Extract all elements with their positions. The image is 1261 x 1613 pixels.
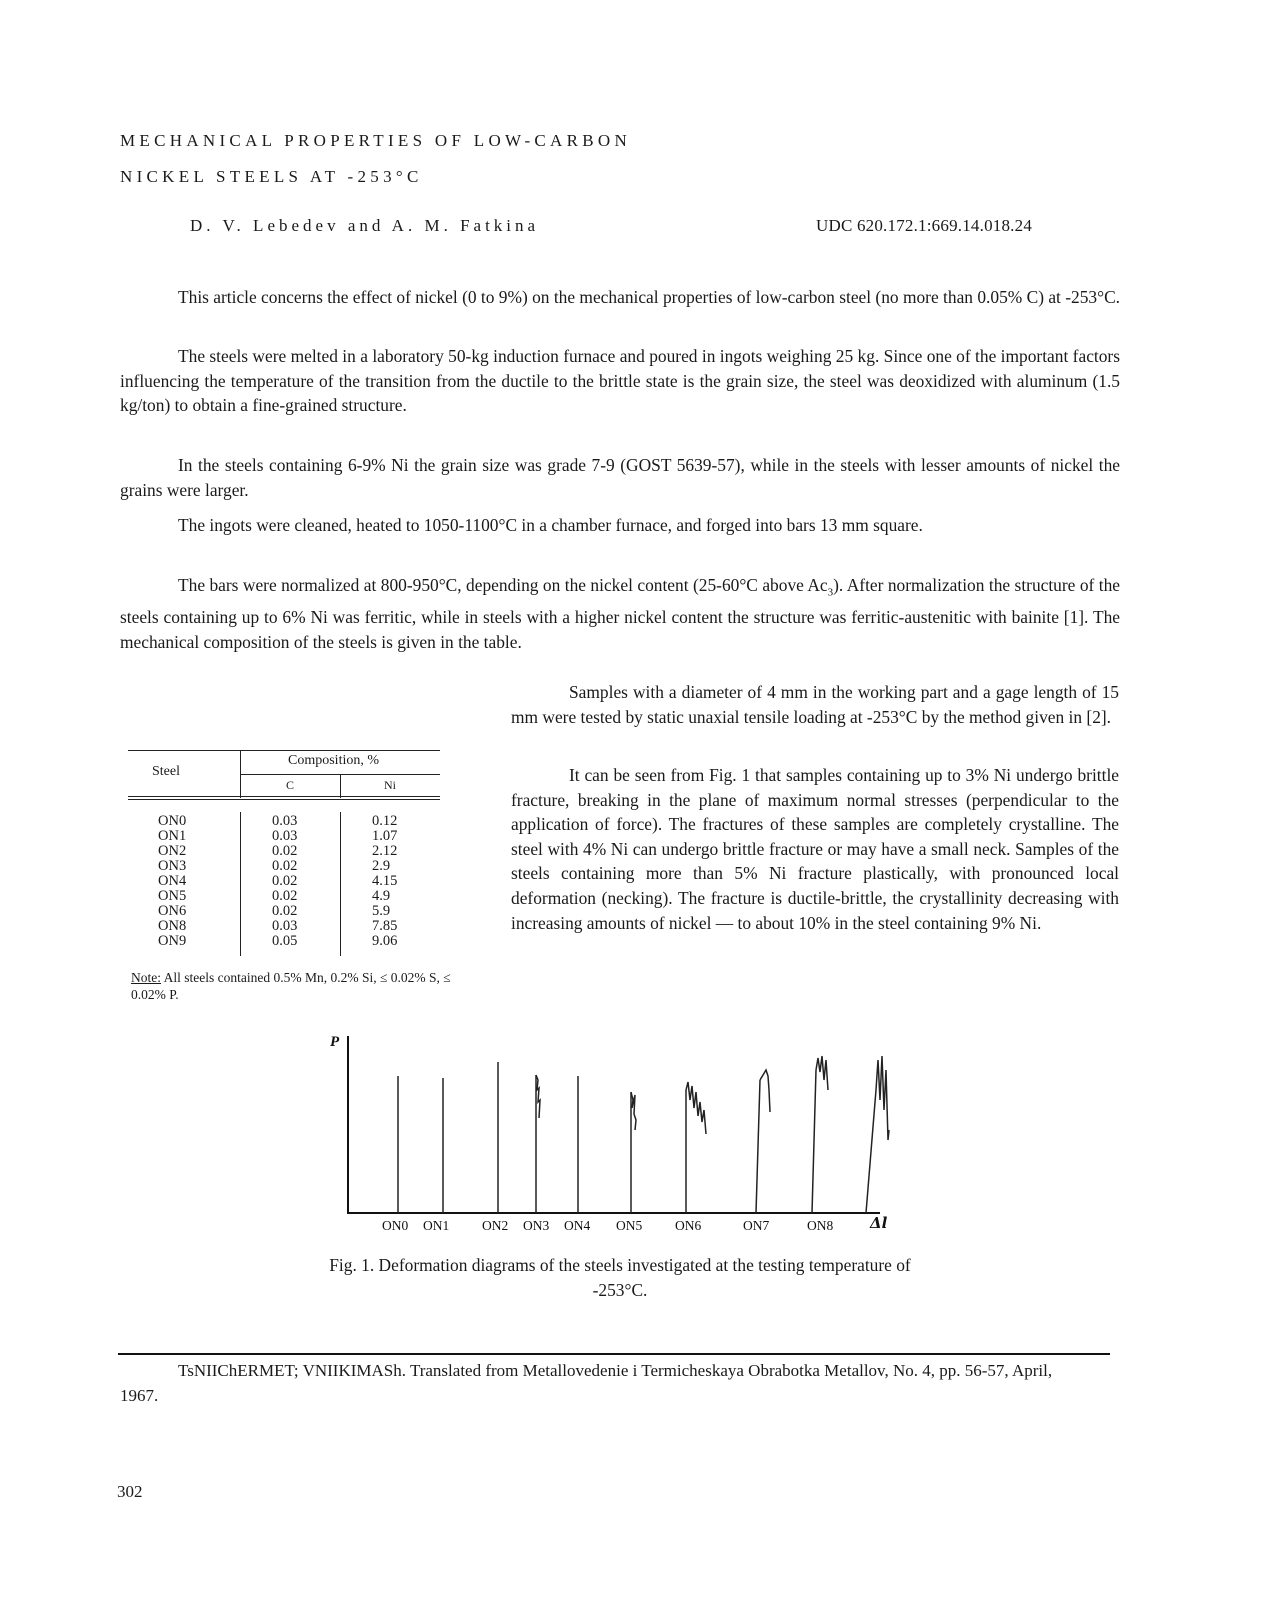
column-ni xyxy=(372,814,397,949)
table-divider-v3 xyxy=(240,812,241,956)
curve-label-on3: ON3 xyxy=(523,1218,550,1233)
source-footnote: TsNIIChERMET; VNIIKIMASh. Translated from Metallovedenie i Termicheskaya Obrabotka Metallov, No. 4, pp. 56-57, April, 1967. xyxy=(120,1361,1053,1405)
udc-code: UDC 620.172.1:669.14.018.24 xyxy=(816,216,1033,235)
paragraph-4: The ingots were cleaned, heated to 1050-1100°C in a chamber furnace, and forged into bars 13 mm square. xyxy=(178,515,923,535)
table-cell: ON0 xyxy=(158,813,187,829)
paragraph-7: It can be seen from Fig. 1 that samples containing up to 3% Ni undergo brittle fracture, breaking in the plane of maximum normal stresses (perpendicular to the application of force). The fractures of these samples are completely crystalline. The steel with 4% Ni can undergo brittle fracture or may have a small neck. Samples of the steels containing more than 5% Ni fracture plastically, with pronounced local deformation (necking). The fracture is ductile-brittle, the crystallinity decreasing with increasing amounts of nickel — to about 10% in the steel containing 9% Ni. xyxy=(511,765,1119,933)
column-steel xyxy=(158,814,186,949)
column-c xyxy=(272,814,297,949)
table-cell: 0.03 xyxy=(272,828,298,844)
curve-label-on8: ON8 xyxy=(807,1218,834,1233)
table-cell: 0.12 xyxy=(372,813,398,829)
curve-on7 xyxy=(756,1070,770,1213)
table-cell: 2.9 xyxy=(372,858,391,874)
table-cell: 9.06 xyxy=(372,933,398,949)
deformation-diagram xyxy=(330,1030,910,1245)
curve-label-on2: ON2 xyxy=(482,1218,509,1233)
curve-on9 xyxy=(866,1056,889,1213)
paragraph-3: In the steels containing 6-9% Ni the grain size was grade 7-9 (GOST 5639-57), while in the steels with lesser amounts of nickel the grains were larger. xyxy=(120,455,1120,500)
table-cell: 0.02 xyxy=(272,843,298,859)
paragraph-5-part-a: The bars were normalized at 800-950°C, depending on the nickel content (25-60°C above Ac xyxy=(178,575,828,595)
title-line-2: NICKEL STEELS AT -253°C xyxy=(120,167,423,186)
table-cell: 5.9 xyxy=(372,903,391,919)
table-cell: 0.03 xyxy=(272,918,298,934)
table-cell: 0.02 xyxy=(272,888,298,904)
note-text: All steels contained 0.5% Mn, 0.2% Si, ≤ 0.02% S, ≤ 0.02% P. xyxy=(131,970,451,1002)
curve-label-on0: ON0 xyxy=(382,1218,409,1233)
table-cell: ON4 xyxy=(158,873,187,889)
table-cell: ON3 xyxy=(158,858,187,874)
curve-on8 xyxy=(812,1056,828,1213)
table-header-rule-2 xyxy=(128,799,440,800)
table-divider-v2 xyxy=(340,774,341,798)
footnote-rule xyxy=(118,1353,1110,1355)
table-cell: 7.85 xyxy=(372,918,398,934)
table-cell: 0.02 xyxy=(272,873,298,889)
table-cell: ON2 xyxy=(158,843,187,859)
table-cell: 2.12 xyxy=(372,843,398,859)
table-divider-v4 xyxy=(340,812,341,956)
table-cell: 0.02 xyxy=(272,903,298,919)
curve-label-on6: ON6 xyxy=(675,1218,702,1233)
table-cell: ON6 xyxy=(158,903,187,919)
table-cell: ON1 xyxy=(158,828,187,844)
header-steel: Steel xyxy=(152,764,180,779)
table-cell: 0.03 xyxy=(272,813,298,829)
header-c: C xyxy=(286,778,295,792)
paragraph-1: This article concerns the effect of nickel (0 to 9%) on the mechanical properties of low-carbon steel (no more than 0.05% C) at -253°C. xyxy=(178,287,1121,307)
paragraph-5-part-b: ). After normalization the structure of the steels containing up to 6% Ni was ferritic, while in steels with a higher nickel content the structure was ferritic-austenitic with bainite [1]. The mechanical composition of the steels is given in the table. xyxy=(120,575,1120,652)
table-note xyxy=(131,969,461,1003)
table-cell: 4.15 xyxy=(372,873,398,889)
note-label: Note: xyxy=(131,970,161,985)
curve-label-on4: ON4 xyxy=(564,1218,591,1233)
curve-label-on1: ON1 xyxy=(423,1218,450,1233)
table-cell: ON8 xyxy=(158,918,187,934)
table-cell: 0.02 xyxy=(272,858,298,874)
table-cell: ON5 xyxy=(158,888,187,904)
table-cell: 4.9 xyxy=(372,888,391,904)
header-composition: Composition, % xyxy=(288,753,380,768)
curve-on3 xyxy=(536,1075,540,1213)
table-top-rule xyxy=(128,750,440,751)
table-cell: 1.07 xyxy=(372,828,398,844)
title-line-1: MECHANICAL PROPERTIES OF LOW-CARBON xyxy=(120,131,632,150)
table-header-rule-1 xyxy=(128,796,440,797)
y-axis-label: P xyxy=(330,1034,340,1050)
curve-on5 xyxy=(631,1092,636,1213)
paragraph-6: Samples with a diameter of 4 mm in the working part and a gage length of 15 mm were tested by static unaxial tensile loading at -253°C by the method given in [2]. xyxy=(511,682,1119,727)
figure-1 xyxy=(330,1030,910,1249)
paragraph-5-subscript: 3 xyxy=(827,586,834,599)
curve-label-on5: ON5 xyxy=(616,1218,643,1233)
curve-label-on7: ON7 xyxy=(743,1218,770,1233)
header-ni: Ni xyxy=(384,778,396,792)
x-axis-label: Δl xyxy=(870,1214,888,1232)
paragraph-2: The steels were melted in a laboratory 50-kg induction furnace and poured in ingots weighing 25 kg. Since one of the important factors influencing the temperature of the transition from the ductile to the brittle state is the grain size, the steel was deoxidized with aluminum (1.5 kg/ton) to obtain a fine-grained structure. xyxy=(120,346,1120,416)
page-number: 302 xyxy=(117,1482,143,1501)
authors: D. V. Lebedev and A. M. Fatkina xyxy=(190,216,540,235)
table-cell: ON9 xyxy=(158,933,187,949)
curve-on6 xyxy=(686,1082,706,1213)
table-cell: 0.05 xyxy=(272,933,298,949)
paragraph-5 xyxy=(120,573,1120,654)
figure-caption: Fig. 1. Deformation diagrams of the steels investigated at the testing temperature of -253°C. xyxy=(329,1255,911,1300)
